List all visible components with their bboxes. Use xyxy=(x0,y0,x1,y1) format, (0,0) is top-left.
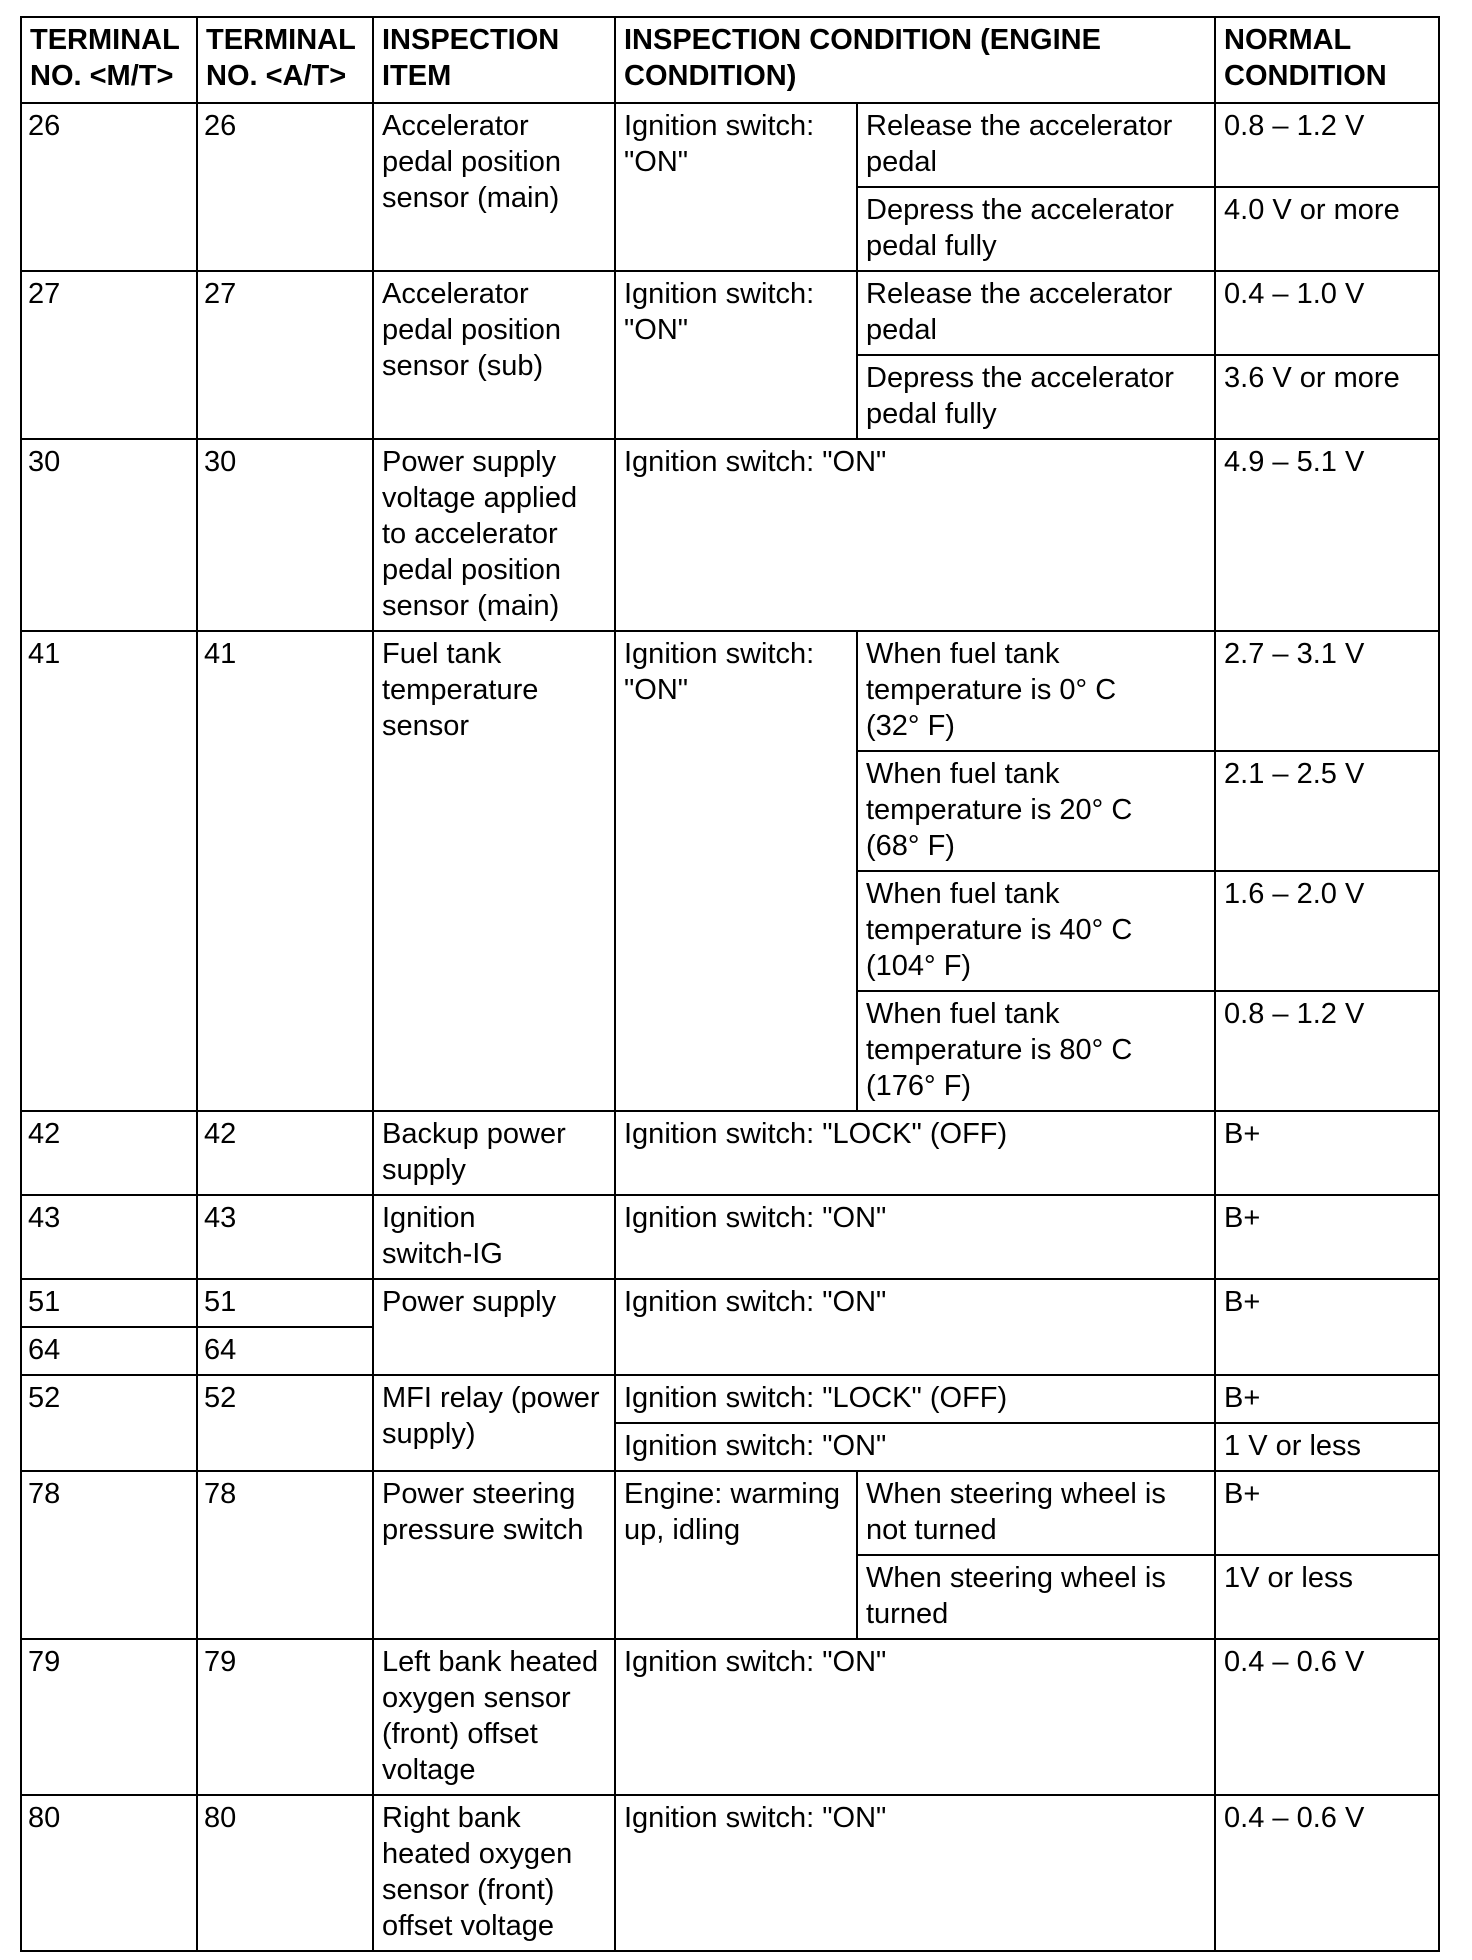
terminal-at-cell: 64 xyxy=(197,1327,373,1375)
inspection-item-cell: MFI relay (power supply) xyxy=(373,1375,615,1471)
normal-condition-cell: 0.4 – 0.6 V xyxy=(1215,1795,1439,1951)
normal-condition-cell: 0.4 – 0.6 V xyxy=(1215,1639,1439,1795)
header-terminal-at: TERMINAL NO. <A/T> xyxy=(197,17,373,103)
normal-condition-cell: B+ xyxy=(1215,1375,1439,1423)
terminal-at-cell: 79 xyxy=(197,1639,373,1795)
terminal-at-cell: 42 xyxy=(197,1111,373,1195)
terminal-mt-cell: 43 xyxy=(21,1195,197,1279)
terminal-at-cell: 80 xyxy=(197,1795,373,1951)
normal-condition-cell: 0.8 – 1.2 V xyxy=(1215,103,1439,187)
terminal-mt-cell: 26 xyxy=(21,103,197,271)
terminal-at-cell: 26 xyxy=(197,103,373,271)
terminal-at-cell: 78 xyxy=(197,1471,373,1639)
inspection-condition-cell: Ignition switch: "ON" xyxy=(615,1423,1215,1471)
table-row xyxy=(21,271,1439,355)
terminal-mt-cell: 27 xyxy=(21,271,197,439)
inspection-condition-cell: Ignition switch: "ON" xyxy=(615,1795,1215,1951)
condition-detail-cell: Depress the accelerator pedal fully xyxy=(857,355,1215,439)
inspection-condition-cell: Ignition switch: "ON" xyxy=(615,631,857,1111)
table-row xyxy=(21,1111,1439,1195)
inspection-item-cell: Power supply voltage applied to accelerator pedal position sensor (main) xyxy=(373,439,615,631)
normal-condition-cell: 1V or less xyxy=(1215,1555,1439,1639)
normal-condition-cell: 1.6 – 2.0 V xyxy=(1215,871,1439,991)
inspection-condition-cell: Ignition switch: "ON" xyxy=(615,103,857,271)
normal-condition-cell: 3.6 V or more xyxy=(1215,355,1439,439)
condition-detail-cell: When steering wheel is turned xyxy=(857,1555,1215,1639)
terminal-mt-cell: 64 xyxy=(21,1327,197,1375)
terminal-mt-cell: 41 xyxy=(21,631,197,1111)
condition-detail-cell: When fuel tank temperature is 0° C (32° F) xyxy=(857,631,1215,751)
table-row xyxy=(21,439,1439,631)
normal-condition-cell: 2.1 – 2.5 V xyxy=(1215,751,1439,871)
inspection-item-cell: Fuel tank temperature sensor xyxy=(373,631,615,1111)
header-row xyxy=(21,17,1439,103)
inspection-item-cell: Accelerator pedal position sensor (main) xyxy=(373,103,615,271)
normal-condition-cell: B+ xyxy=(1215,1111,1439,1195)
terminal-mt-cell: 80 xyxy=(21,1795,197,1951)
inspection-condition-cell: Ignition switch: "LOCK" (OFF) xyxy=(615,1375,1215,1423)
inspection-condition-cell: Engine: warming up, idling xyxy=(615,1471,857,1639)
header-normal-condition: NORMAL CONDITION xyxy=(1215,17,1439,103)
terminal-mt-cell: 78 xyxy=(21,1471,197,1639)
terminal-mt-cell: 30 xyxy=(21,439,197,631)
inspection-condition-cell: Ignition switch: "ON" xyxy=(615,271,857,439)
header-terminal-mt: TERMINAL NO. <M/T> xyxy=(21,17,197,103)
inspection-condition-cell: Ignition switch: "ON" xyxy=(615,1195,1215,1279)
terminal-at-cell: 52 xyxy=(197,1375,373,1471)
inspection-item-cell: Left bank heated oxygen sensor (front) offset voltage xyxy=(373,1639,615,1795)
inspection-item-cell: Accelerator pedal position sensor (sub) xyxy=(373,271,615,439)
condition-detail-cell: Depress the accelerator pedal fully xyxy=(857,187,1215,271)
normal-condition-cell: 2.7 – 3.1 V xyxy=(1215,631,1439,751)
condition-detail-cell: When fuel tank temperature is 20° C (68° F) xyxy=(857,751,1215,871)
table-row xyxy=(21,1195,1439,1279)
inspection-condition-cell: Ignition switch: "ON" xyxy=(615,439,1215,631)
inspection-item-cell: Right bank heated oxygen sensor (front) offset voltage xyxy=(373,1795,615,1951)
terminal-mt-cell: 51 xyxy=(21,1279,197,1327)
terminal-at-cell: 27 xyxy=(197,271,373,439)
terminal-at-cell: 30 xyxy=(197,439,373,631)
normal-condition-cell: B+ xyxy=(1215,1471,1439,1555)
inspection-condition-cell: Ignition switch: "ON" xyxy=(615,1639,1215,1795)
table-row xyxy=(21,1639,1439,1795)
terminal-at-cell: 51 xyxy=(197,1279,373,1327)
normal-condition-cell: 4.0 V or more xyxy=(1215,187,1439,271)
inspection-item-cell: Power supply xyxy=(373,1279,615,1375)
normal-condition-cell: B+ xyxy=(1215,1195,1439,1279)
inspection-item-cell: Ignition switch-IG xyxy=(373,1195,615,1279)
inspection-item-cell: Backup power supply xyxy=(373,1111,615,1195)
normal-condition-cell: 0.8 – 1.2 V xyxy=(1215,991,1439,1111)
inspection-condition-cell: Ignition switch: "ON" xyxy=(615,1279,1215,1375)
normal-condition-cell: 0.4 – 1.0 V xyxy=(1215,271,1439,355)
terminal-at-cell: 43 xyxy=(197,1195,373,1279)
condition-detail-cell: Release the accelerator pedal xyxy=(857,103,1215,187)
table-row xyxy=(21,1471,1439,1555)
inspection-item-cell: Power steering pressure switch xyxy=(373,1471,615,1639)
condition-detail-cell: Release the accelerator pedal xyxy=(857,271,1215,355)
table-row xyxy=(21,1795,1439,1951)
terminal-mt-cell: 52 xyxy=(21,1375,197,1471)
condition-detail-cell: When steering wheel is not turned xyxy=(857,1471,1215,1555)
terminal-mt-cell: 42 xyxy=(21,1111,197,1195)
terminal-inspection-table xyxy=(20,16,1440,1952)
condition-detail-cell: When fuel tank temperature is 40° C (104° F) xyxy=(857,871,1215,991)
condition-detail-cell: When fuel tank temperature is 80° C (176° F) xyxy=(857,991,1215,1111)
terminal-at-cell: 41 xyxy=(197,631,373,1111)
table-row xyxy=(21,631,1439,751)
terminal-mt-cell: 79 xyxy=(21,1639,197,1795)
table-row xyxy=(21,1375,1439,1423)
header-inspection-condition: INSPECTION CONDITION (ENGINE CONDITION) xyxy=(615,17,1215,103)
normal-condition-cell: 1 V or less xyxy=(1215,1423,1439,1471)
normal-condition-cell: B+ xyxy=(1215,1279,1439,1375)
header-inspection-item: INSPECTION ITEM xyxy=(373,17,615,103)
table-row xyxy=(21,1279,1439,1327)
inspection-condition-cell: Ignition switch: "LOCK" (OFF) xyxy=(615,1111,1215,1195)
normal-condition-cell: 4.9 – 5.1 V xyxy=(1215,439,1439,631)
table-row xyxy=(21,103,1439,187)
